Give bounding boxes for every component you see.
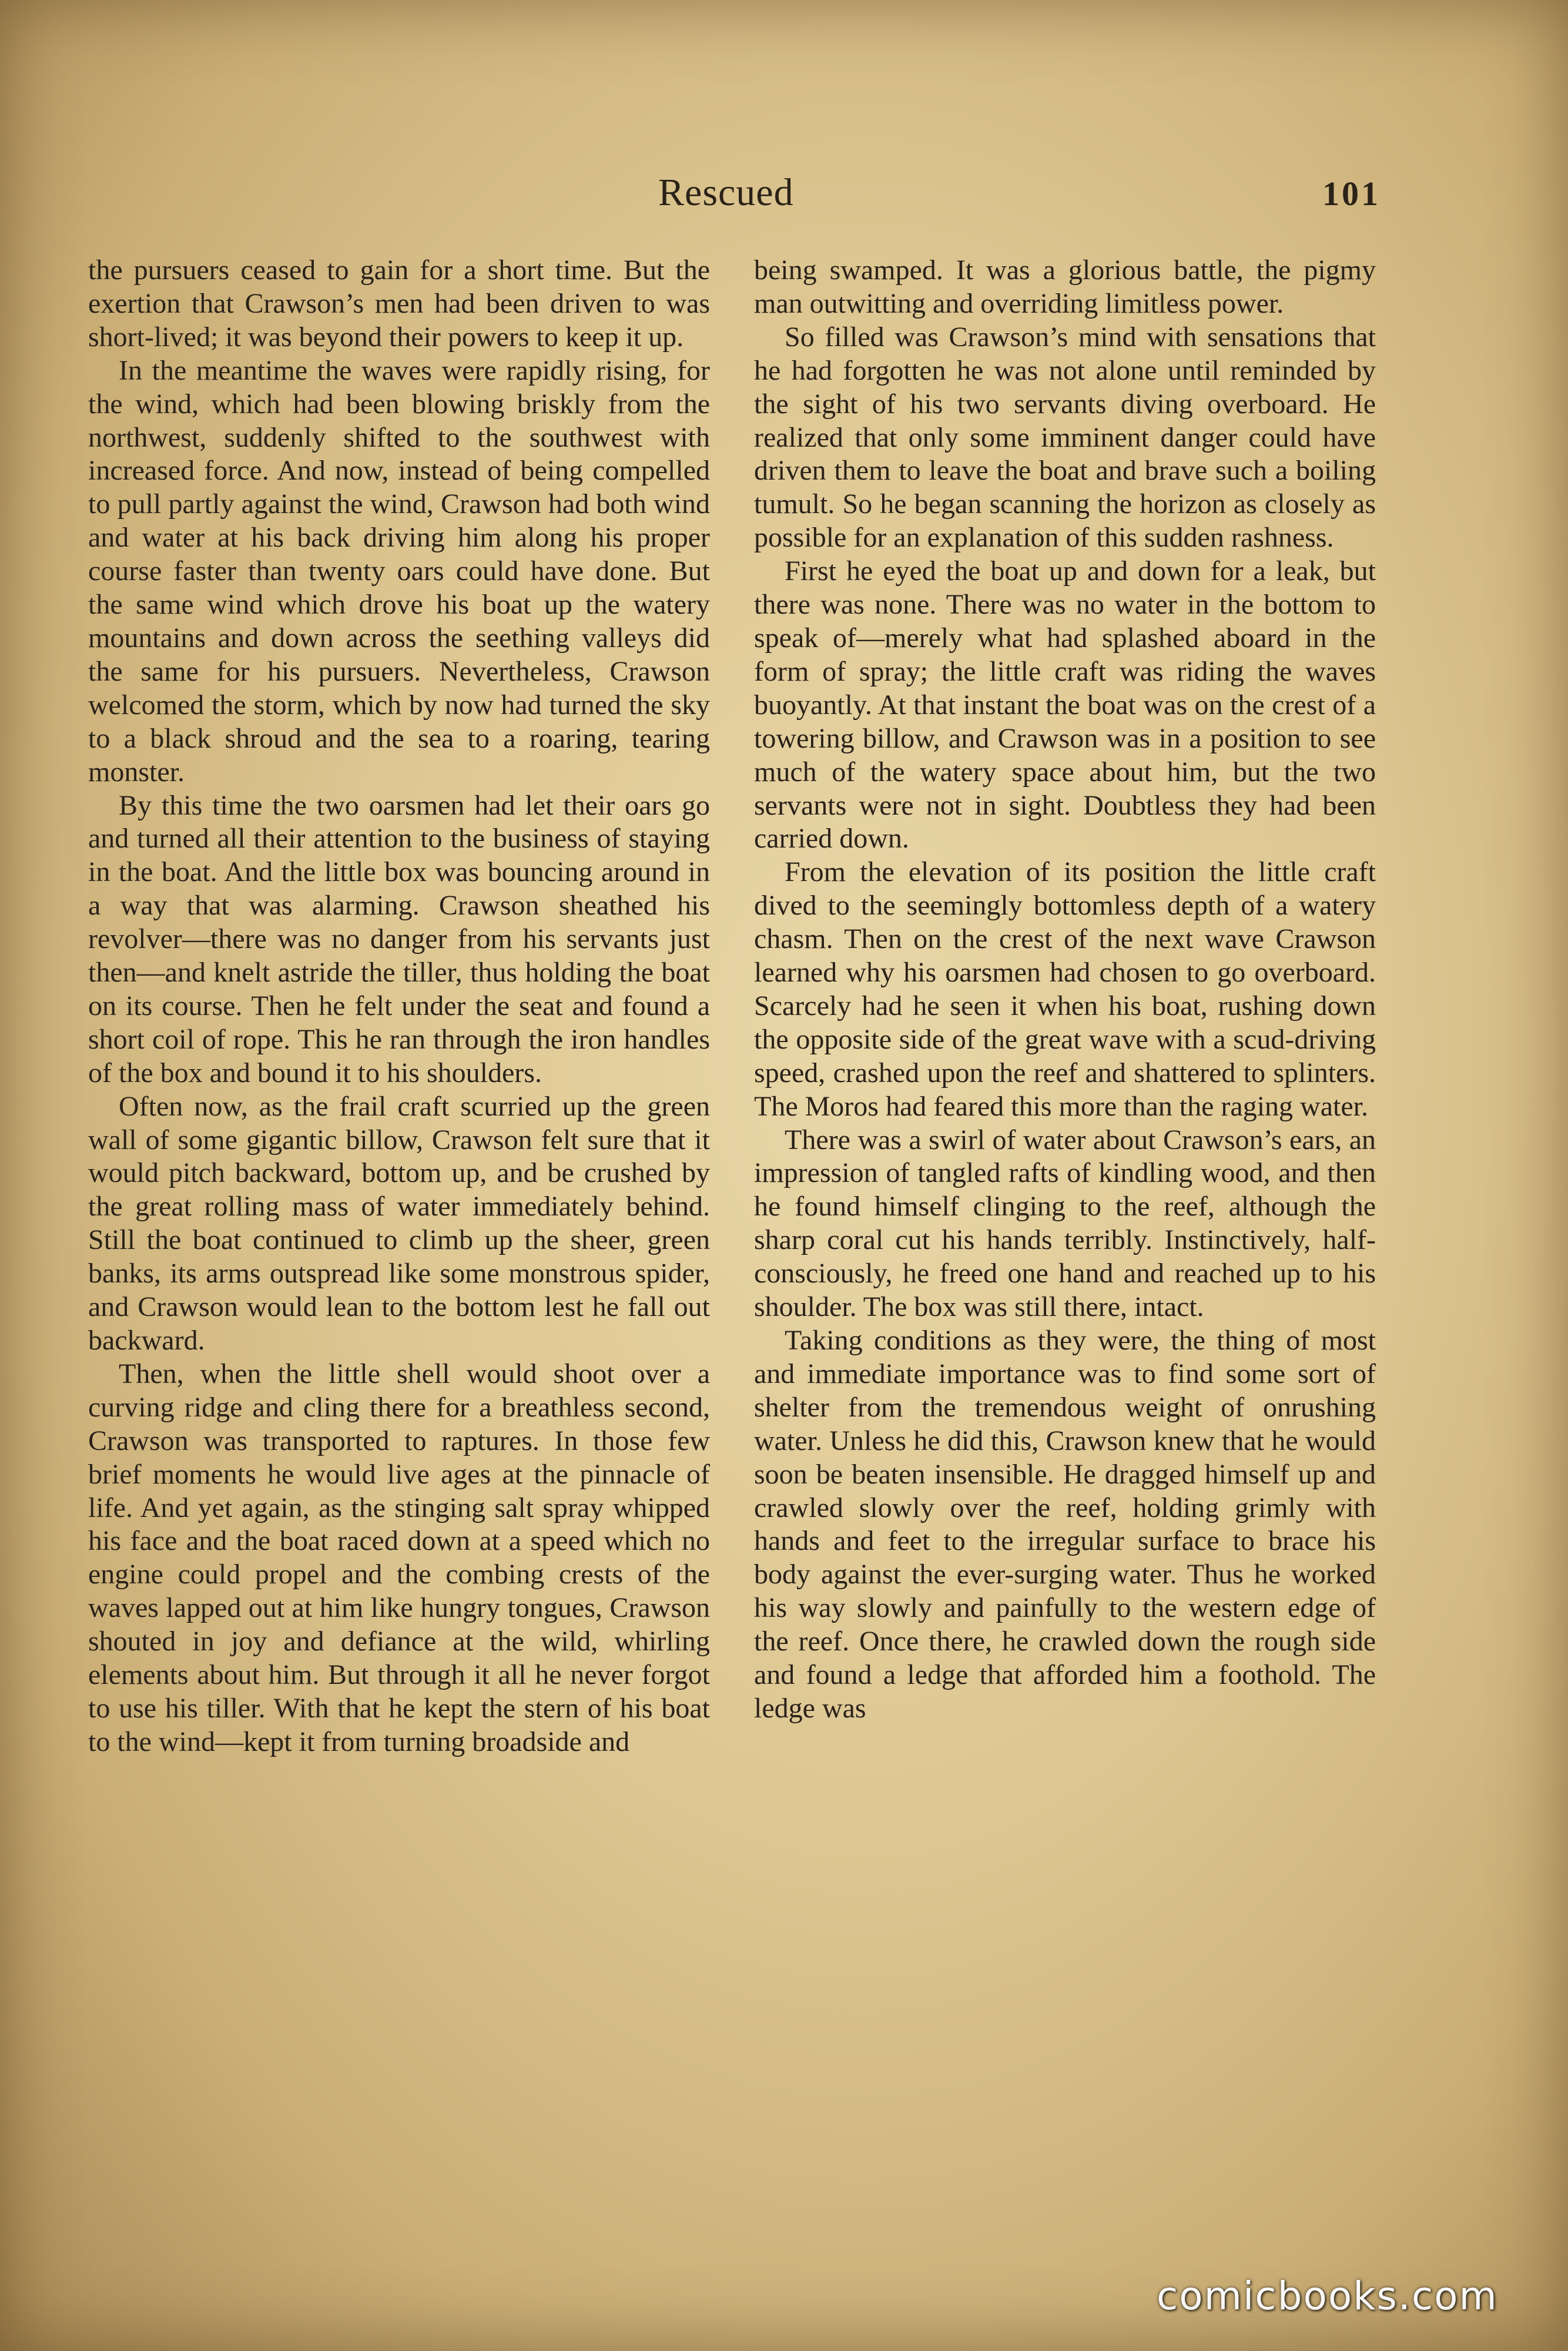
right-text-column <box>754 254 1376 1726</box>
paragraph: There was a swirl of water about Crawson’s ears, an impression of tangled rafts of kindling wood, and then he found himself clinging to the reef, although the sharp coral cut his hands terribly. Instinctively, half-consciously, he freed one hand and reached up to his shoulder. The box was still there, intact. <box>754 1124 1376 1323</box>
page-number: 101 <box>1322 175 1381 213</box>
paragraph: Taking conditions as they were, the thing of most and immediate importance was to find some sort of shelter from the tremendous weight of onrushing water. Unless he did this, Crawson knew that he would soon be beaten insensible. He dragged himself up and crawled slowly over the reef, holding grimly with hands and feet to the irregular surface to brace his body against the ever-surging water. Thus he worked his way slowly and painfully to the western edge of the reef. Once there, he crawled down the rough side and found a ledge that afforded him a foothold. The ledge was <box>754 1325 1376 1724</box>
running-header-title: Rescued <box>658 171 794 214</box>
site-watermark: comicbooks.com <box>1157 2273 1498 2319</box>
paragraph: By this time the two oarsmen had let their oars go and turned all their attention to the business of staying in the boat. And the little box was bouncing around in a way that was alarming. Crawson sheathed his revolver—there was no danger from his servants just then—and knelt astride the tiller, thus holding the boat on its course. Then he felt under the seat and found a short coil of rope. This he ran through the iron handles of the box and bound it to his shoulders. <box>88 789 710 1089</box>
paragraph: So filled was Crawson’s mind with sensations that he had forgotten he was not alone until reminded by the sight of his two servants diving overboard. He realized that only some imminent danger could have driven them to leave the boat and brave such a boiling tumult. So he began scanning the horizon as closely as possible for an explanation of this sudden rashness. <box>754 321 1376 554</box>
paragraph: From the elevation of its position the little craft dived to the seemingly bottomless depth of a watery chasm. Then on the crest of the next wave Crawson learned why his oarsmen had chosen to go overboard. Scarcely had he seen it when his boat, rushing down the opposite side of the great wave with a scud-driving speed, crashed upon the reef and shattered to splinters. The Moros had feared this more than the raging water. <box>754 856 1376 1122</box>
paragraph: the pursuers ceased to gain for a short time. But the exertion that Crawson’s men had been driven to was short-lived; it was beyond their powers to keep it up. <box>88 254 710 353</box>
paragraph: In the meantime the waves were rapidly rising, for the wind, which had been blowing briskly from the northwest, suddenly shifted to the southwest with increased force. And now, instead of being compelled to pull partly against the wind, Crawson had both wind and water at his back driving him along his proper course faster than twenty oars could have done. But the same wind which drove his boat up the watery mountains and down across the seething valleys did the same for his pursuers. Nevertheless, Crawson welcomed the storm, which by now had turned the sky to a black shroud and the sea to a roaring, tearing monster. <box>88 354 710 788</box>
left-text-column <box>88 254 710 1759</box>
paragraph: Often now, as the frail craft scurried up the green wall of some gigantic billow, Crawson felt sure that it would pitch backward, bottom up, and be crushed by the great rolling mass of water immediately behind. Still the boat continued to climb up the sheer, green banks, its arms outspread like some monstrous spider, and Crawson would lean to the bottom lest he fall out backward. <box>88 1090 710 1356</box>
paragraph: being swamped. It was a glorious battle, the pigmy man outwitting and overriding limitless power. <box>754 254 1376 319</box>
paragraph: First he eyed the boat up and down for a leak, but there was none. There was no water in the bottom to speak of—merely what had splashed aboard in the form of spray; the little craft was riding the waves buoyantly. At that instant the boat was on the crest of a towering billow, and Crawson was in a position to see much of the watery space about him, but the two servants were not in sight. Doubtless they had been carried down. <box>754 555 1376 855</box>
paragraph: Then, when the little shell would shoot over a curving ridge and cling there for a breathless second, Crawson was transported to raptures. In those few brief moments he would live ages at the pinnacle of life. And yet again, as the stinging salt spray whipped his face and the boat raced down at a speed which no engine could propel and the combing crests of the waves lapped out at him like hungry tongues, Crawson shouted in joy and defiance at the wild, whirling elements about him. But through it all he never forgot to use his tiller. With that he kept the stern of his boat to the wind—kept it from turning broadside and <box>88 1358 710 1757</box>
